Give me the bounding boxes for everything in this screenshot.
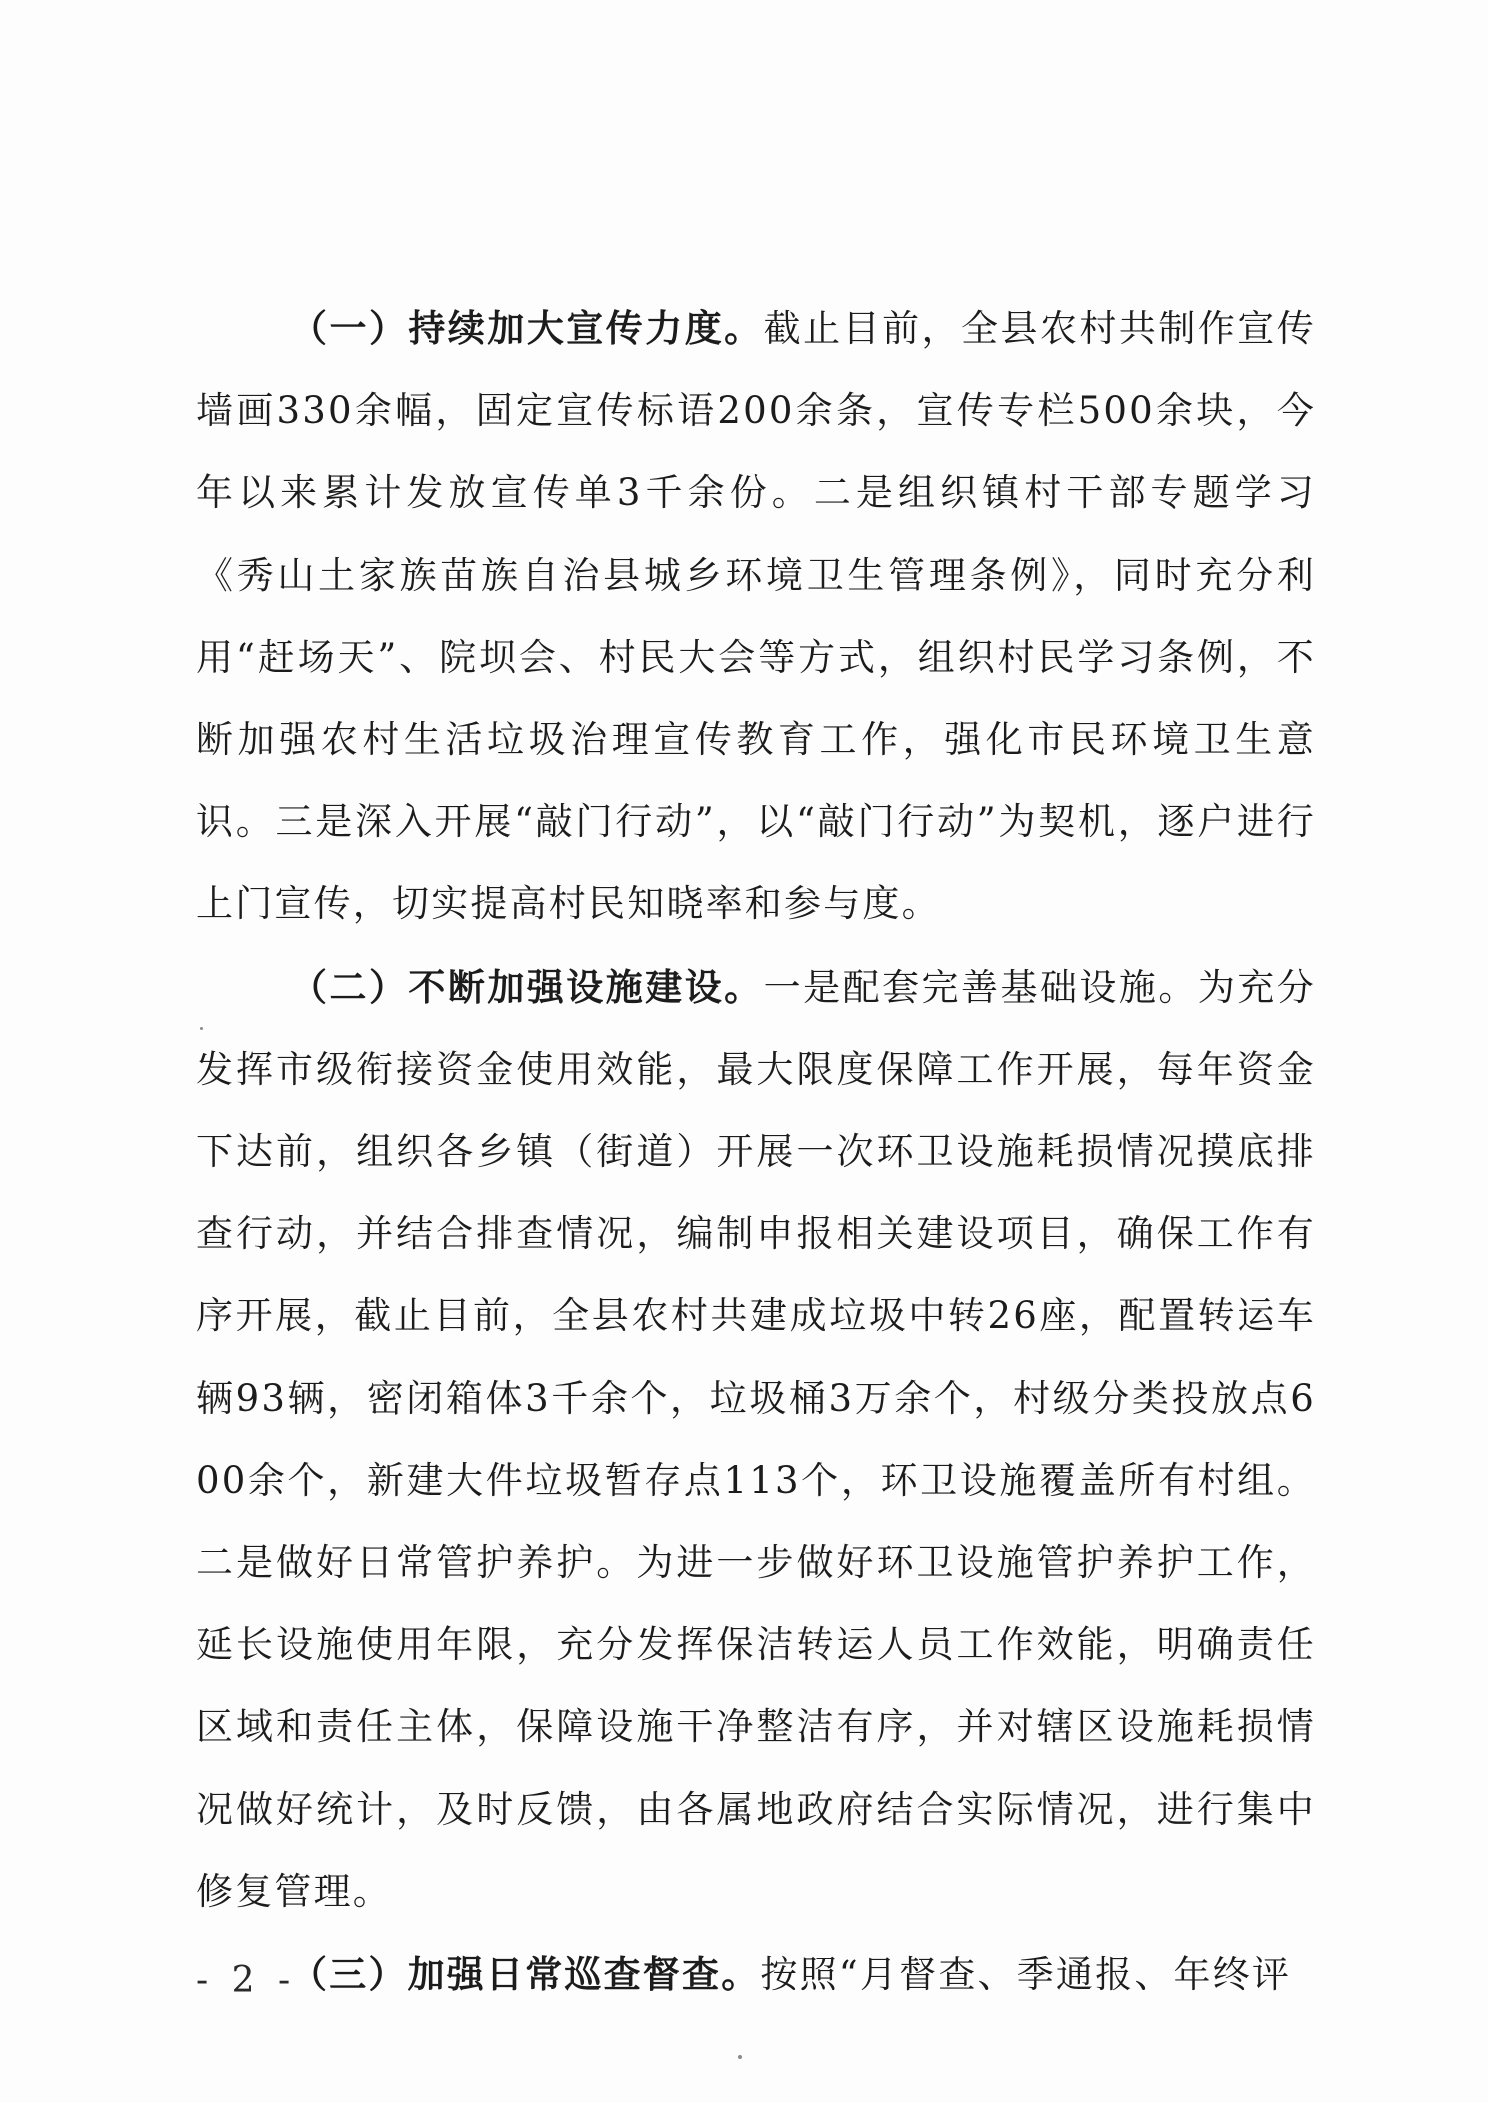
paragraph-inspection — [196, 1933, 1316, 2016]
paragraph-body: 一是配套完善基础设施。为充分发挥市级衔接资金使用效能，最大限度保障工作开展，每年资金下达前，组织各乡镇（街道）开展一次环卫设施耗损情况摸底排查行动，并结合排查情况，编制申报相关建设项目，确保工作有序开展，截止目前，全县农村共建成垃圾中转26座，配置转运车辆93辆，密闭箱体3千余个，垃圾桶3万余个，村级分类投放点600余个，新建大件垃圾暂存点113个，环卫设施覆盖所有村组。二是做好日常管护养护。为进一步做好环卫设施管护养护工作，延长设施使用年限，充分发挥保洁转运人员工作效能，明确责任区域和责任主体，保障设施干净整洁有序，并对辖区设施耗损情况做好统计，及时反馈，由各属地政府结合实际情况，进行集中修复管理。 — [196, 965, 1316, 1913]
page-number: - 2 - — [196, 1960, 297, 2001]
paragraph-publicity — [196, 287, 1316, 946]
paragraph-heading: （三）加强日常巡查督查。 — [290, 1952, 761, 1997]
scan-speck — [200, 1027, 203, 1030]
paragraph-heading: （一）持续加大宣传力度。 — [290, 306, 764, 350]
paragraph-body: 截止目前，全县农村共制作宣传墙画330余幅，固定宣传标语200余条，宣传专栏500余块，今年以来累计发放宣传单3千余份。二是组织镇村干部专题学习《秀山土家族苗族自治县城乡环境卫生管理条例》，同时充分利用“赶场天”、院坝会、村民大会等方式，组织村民学习条例，不断加强农村生活垃圾治理宣传教育工作，强化市民环境卫生意识。三是深入开展“敲门行动”，以“敲门行动”为契机，逐户进行上门宣传，切实提高村民知晓率和参与度。 — [196, 307, 1316, 926]
scan-speck — [738, 2055, 742, 2059]
document-body — [196, 287, 1316, 2016]
paragraph-facilities — [196, 946, 1316, 1933]
paragraph-heading: （二）不断加强设施建设。 — [290, 964, 764, 1009]
paragraph-body: 按照“月督查、季通报、年终评 — [760, 1953, 1292, 1997]
